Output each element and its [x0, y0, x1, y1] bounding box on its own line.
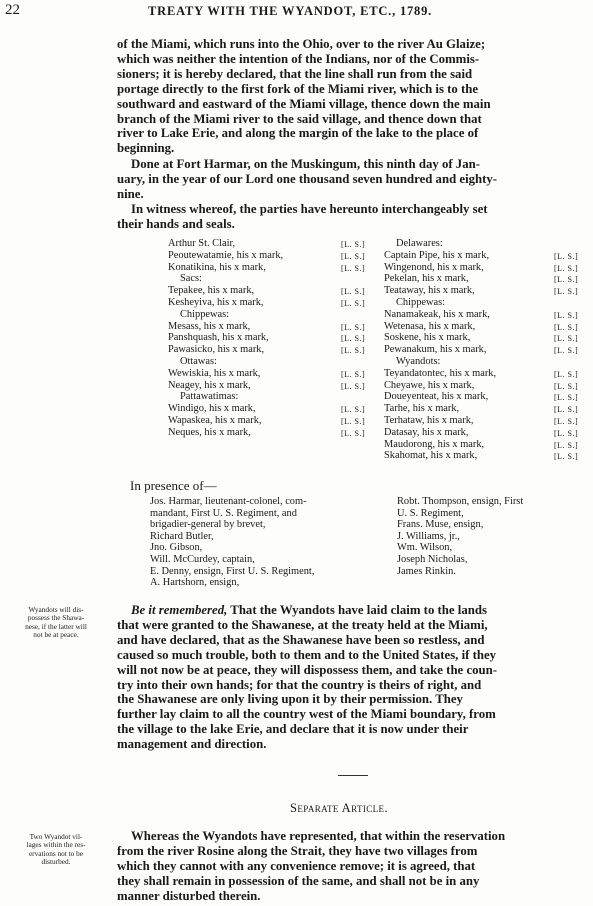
signatory-name: Pewanakum, his x mark, — [384, 344, 487, 356]
margin-note-wyandots — [3, 606, 109, 639]
signatory-name: Delawares: — [396, 238, 443, 249]
signatory-name: Soskene, his x mark, — [384, 332, 471, 344]
margin-note-line: Two Wyandot vil- — [29, 832, 83, 841]
witness-entry — [150, 531, 388, 543]
signature-row — [168, 427, 378, 439]
witness-line: Robt. Thompson, ensign, First — [397, 496, 524, 507]
signature-row — [384, 262, 590, 274]
signatory-name: Wewiskia, his x mark, — [168, 367, 261, 379]
witness-entry — [150, 566, 388, 578]
witness-line: Joseph Nicholas, — [397, 553, 468, 565]
witness-line: U. S. Regiment, — [397, 507, 464, 519]
signatory-name: Doueyenteat, his x mark, — [384, 391, 489, 403]
signatory-name: Tarhe, his x mark, — [384, 403, 460, 415]
text-line: beginning. — [117, 141, 175, 156]
seal-mark: [L. S.] — [341, 240, 366, 249]
seal-mark: [L. S.] — [554, 440, 579, 450]
margin-note-line: nese, if the latter will — [25, 621, 87, 631]
signature-row — [168, 380, 378, 392]
seal-mark: [L. S.] — [554, 251, 579, 261]
witness-line: Jos. Harmar, lieutenant-colonel, com- — [150, 496, 307, 507]
remembered-lead: Be it remembered, — [131, 603, 228, 617]
signature-row — [168, 250, 378, 262]
signatory-name: Terhataw, his x mark, — [384, 414, 474, 426]
signature-row — [168, 403, 378, 415]
seal-mark: [L. S.] — [341, 428, 366, 438]
signature-row — [384, 415, 590, 427]
witness-entry — [397, 554, 589, 566]
witness-line: brigadier-general by brevet, — [150, 519, 266, 531]
signature-row — [384, 344, 590, 356]
margin-note-villages — [3, 833, 109, 866]
witness-line: Frans. Muse, ensign, — [397, 519, 484, 531]
witness-entry — [397, 531, 589, 543]
text-line: the Shawanese are only living upon it by their permission. They — [117, 692, 463, 707]
witness-paragraph — [117, 202, 589, 232]
signatory-name: Chippewas: — [180, 308, 230, 320]
witness-entry — [150, 577, 388, 589]
signatory-name: Ottawas: — [180, 355, 217, 367]
signature-row — [384, 332, 590, 344]
tribe-heading — [168, 356, 378, 368]
text-line: try into their own hands; for that the country is theirs of right, and — [117, 677, 482, 692]
margin-note-line: lages within the res- — [26, 840, 86, 850]
seal-mark: [L. S.] — [554, 405, 579, 415]
signature-row — [384, 439, 590, 451]
seal-mark: [L. S.] — [554, 428, 579, 438]
witness-line: Jno. Gibson, — [150, 542, 203, 554]
text-line: uary, in the year of our Lord one thousand seven hundred and eighty- — [117, 171, 498, 186]
witness-line: Richard Butler, — [150, 530, 214, 542]
signatory-name: Captain Pipe, his x mark, — [384, 249, 490, 261]
signatory-name: Neagey, his x mark, — [168, 379, 251, 391]
remembered-first-line: That the Wyandots have laid claim to the lands — [227, 603, 487, 617]
text-line: will not now be at peace, they will dispossess them, and take the coun- — [117, 662, 498, 677]
seal-mark: [L. S.] — [554, 416, 579, 426]
done-paragraph — [117, 157, 589, 202]
text-line: portage directly to the first fork of the Miami river, which is to the — [117, 81, 479, 96]
signature-row — [168, 344, 378, 356]
signature-row — [384, 285, 590, 297]
text-line: river to Lake Erie, and along the margin of the lake to the place of — [117, 126, 479, 141]
running-head: TREATY WITH THE WYANDOT, ETC., 1789. — [148, 4, 433, 18]
signature-row — [384, 250, 590, 262]
signature-row — [384, 368, 590, 380]
text-line: caused so much trouble, both to them and to the United States, if they — [117, 647, 497, 662]
text-line: manner disturbed therein. — [117, 888, 261, 903]
tribe-heading — [384, 238, 590, 250]
signatory-name: Wyandots: — [396, 355, 441, 367]
text-line: which was neither the intention of the Indians, nor of the Commis- — [117, 51, 480, 66]
signatory-name: Skahomat, his x mark, — [384, 450, 478, 462]
seal-mark: [L. S.] — [341, 416, 366, 426]
tribe-heading — [168, 273, 378, 285]
witness-line: Will. McCurdey, captain, — [150, 553, 255, 565]
signatory-name: Windigo, his x mark, — [168, 403, 256, 415]
tribe-heading — [168, 391, 378, 403]
separate-article-heading: Separate Article. — [290, 801, 388, 815]
witnesses-right — [397, 496, 589, 577]
signature-row — [168, 297, 378, 309]
text-line: southward and eastward of the Miami village, thence down the main — [117, 96, 491, 111]
seal-mark: [L. S.] — [554, 346, 579, 356]
signatures-left — [168, 238, 378, 439]
seal-mark: [L. S.] — [554, 393, 579, 403]
witness-entry — [150, 542, 388, 554]
signature-row — [168, 368, 378, 380]
signatory-name: Neques, his x mark, — [168, 426, 251, 438]
seal-mark: [L. S.] — [554, 275, 579, 285]
signature-row — [168, 321, 378, 333]
margin-note-line: Wyandots will dis- — [28, 605, 84, 614]
signatory-name: Wapaskea, his x mark, — [168, 414, 262, 426]
witness-entry — [397, 566, 589, 578]
text-line: they shall remain in possession of the same, and shall not be in any — [117, 873, 480, 888]
signature-row — [168, 238, 378, 250]
tribe-heading — [168, 309, 378, 321]
text-line — [117, 603, 589, 618]
seal-mark: [L. S.] — [341, 298, 366, 308]
in-presence-heading: In presence of— — [130, 478, 217, 493]
separate-paragraph — [117, 829, 589, 904]
seal-mark: [L. S.] — [554, 310, 579, 320]
signatory-name: Tepakee, his x mark, — [168, 285, 255, 297]
tribe-heading — [384, 297, 590, 309]
margin-note-line: ervations not to be — [28, 848, 84, 858]
seal-mark: [L. S.] — [341, 369, 366, 379]
text-line: Whereas the Wyandots have represented, that within the reservation — [131, 829, 506, 843]
signatory-name: Pattawatimas: — [180, 391, 239, 403]
signatures-right — [384, 238, 590, 462]
seal-mark: [L. S.] — [341, 381, 366, 391]
witness-entry — [150, 554, 388, 566]
text-line: and have declared, that as the Shawanese have been so restless, and — [117, 632, 485, 647]
witness-line: James Rinkin. — [397, 565, 456, 577]
signature-row — [384, 450, 590, 462]
signatory-name: Peoutewatamie, his x mark, — [168, 249, 284, 261]
seal-mark: [L. S.] — [341, 346, 366, 356]
seal-mark: [L. S.] — [554, 334, 579, 344]
witness-line: E. Denny, ensign, First U. S. Regiment, — [150, 565, 315, 577]
text-line: which they cannot with any convenience remove; it is agreed, that — [117, 858, 476, 873]
signature-row — [384, 403, 590, 415]
intro-paragraph — [117, 37, 589, 156]
witnesses-left — [150, 496, 388, 589]
text-line: sioners; it is hereby declared, that the line shall run from the said — [117, 66, 473, 81]
signature-row — [384, 321, 590, 333]
witness-line: A. Hartshorn, ensign, — [150, 577, 240, 589]
signatory-name: Cheyawe, his x mark, — [384, 379, 475, 391]
seal-mark: [L. S.] — [341, 322, 366, 332]
seal-mark: [L. S.] — [341, 334, 366, 344]
witness-line: mandant, First U. S. Regiment, and — [150, 507, 297, 519]
margin-note-line: not be at peace. — [33, 629, 79, 639]
seal-mark: [L. S.] — [554, 381, 579, 391]
text-line: management and direction. — [117, 737, 267, 752]
seal-mark: [L. S.] — [554, 369, 579, 379]
seal-mark: [L. S.] — [341, 263, 366, 273]
signatory-name: Nanamakeak, his x mark, — [384, 308, 490, 320]
signatory-name: Pawasicko, his x mark, — [168, 344, 265, 356]
seal-mark: [L. S.] — [554, 452, 579, 462]
signatory-name: Teyandatontec, his x mark, — [384, 367, 497, 379]
witness-entry — [397, 496, 589, 519]
witness-entry — [150, 496, 388, 531]
seal-mark: [L. S.] — [341, 251, 366, 261]
signatory-name: Kesheyiva, his x mark, — [168, 296, 264, 308]
signatory-name: Panshquash, his x mark, — [168, 332, 269, 344]
signature-row — [384, 309, 590, 321]
page-number: 22 — [5, 2, 20, 18]
signatory-name: Chippewas: — [396, 296, 446, 308]
text-line: from the river Rosine along the Strait, they have two villages from — [117, 843, 478, 858]
signature-row — [384, 273, 590, 285]
text-line: of the Miami, which runs into the Ohio, over to the river Au Glaize; — [117, 37, 486, 51]
tribe-heading — [384, 356, 590, 368]
seal-mark: [L. S.] — [554, 263, 579, 273]
text-line: that were granted to the Shawanese, at the treaty held at the Miami, — [117, 617, 488, 632]
text-line: In witness whereof, the parties have hereunto interchangeably set — [131, 202, 488, 216]
witness-entry — [397, 542, 589, 554]
margin-note-line: disturbed. — [41, 856, 71, 866]
text-line: further lay claim to all the country west of the Miami boundary, from — [117, 707, 496, 722]
signature-row — [168, 415, 378, 427]
text-line: their hands and seals. — [117, 216, 235, 231]
signatory-name: Datasay, his x mark, — [384, 426, 469, 438]
signatory-name: Pekelan, his x mark, — [384, 273, 469, 285]
remembered-paragraph — [117, 603, 589, 752]
seal-mark: [L. S.] — [341, 287, 366, 297]
signature-row — [384, 391, 590, 403]
signature-row — [168, 332, 378, 344]
seal-mark: [L. S.] — [341, 405, 366, 415]
signatory-name: Arthur St. Clair, — [168, 238, 236, 249]
signatory-name: Wingenond, his x mark, — [384, 261, 484, 273]
text-line: nine. — [117, 186, 144, 201]
witness-line: J. Williams, jr., — [397, 530, 460, 542]
text-line: the village to the lake Erie, and declare that it is now under their — [117, 722, 469, 737]
signatory-name: Mesass, his x mark, — [168, 320, 251, 332]
text-line: branch of the Miami river to the said village, and thence down that — [117, 111, 482, 126]
signatory-name: Sacs: — [180, 273, 202, 285]
signature-row — [384, 380, 590, 392]
text-line: Done at Fort Harmar, on the Muskingum, this ninth day of Jan- — [131, 157, 480, 171]
margin-note-line: possess the Shawa- — [27, 613, 85, 623]
seal-mark: [L. S.] — [554, 322, 579, 332]
signatory-name: Maudorong, his x mark, — [384, 438, 485, 450]
signature-row — [168, 285, 378, 297]
signatory-name: Konatikina, his x mark, — [168, 261, 266, 273]
witness-line: Wm. Wilson, — [397, 542, 453, 554]
signatory-name: Wetenasa, his x mark, — [384, 320, 476, 332]
signature-row — [384, 427, 590, 439]
section-rule — [338, 775, 368, 776]
signature-row — [168, 262, 378, 274]
signatory-name: Teataway, his x mark, — [384, 285, 475, 297]
seal-mark: [L. S.] — [554, 287, 579, 297]
witness-entry — [397, 519, 589, 531]
